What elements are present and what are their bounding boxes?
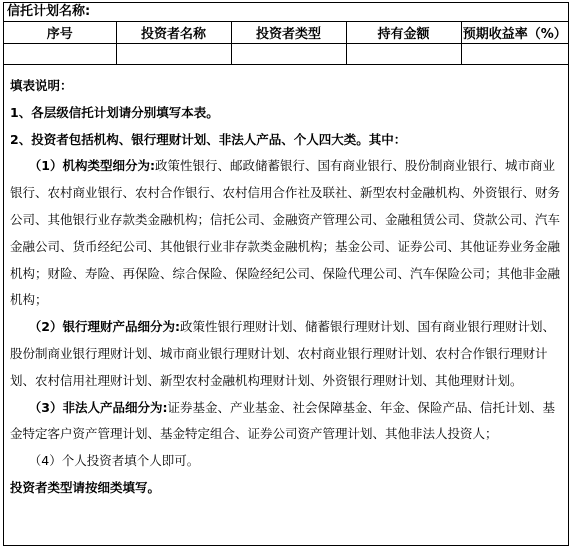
- sub-2-label: （2）银行理财产品细分为:: [28, 319, 180, 335]
- sub-1-label: （1）机构类型细分为:: [28, 158, 155, 174]
- sub-1-text: 政策性银行、邮政储蓄银行、国有商业银行、股份制商业银行、城市商业银行、农村商业银行、农村合作银行、农村信用合作社及联社、新型农村金融机构、外资银行、财务公司、其他银行业存款类金融机构；信托公司、金融资产管理公司、金融租赁公司、贷款公司、汽车金融公司、货币经纪公司、其他银行业非存款类金融机构；基金公司、证券公司、其他证券业务金融机构；财险、寿险、再保险、综合保险、保险经纪公司、保险代理公司、汽车保险公司；其他非金融机构；: [10, 158, 561, 308]
- sub-2-text: 政策性银行理财计划、储蓄银行理财计划、国有商业银行理财计划、股份制商业银行理财计划、城市商业银行理财计划、农村商业银行理财计划、农村合作银行理财计划、农村信用社理财计划、新型农村金融机构理财计划、外资银行理财计划、其他理财计划。: [10, 319, 555, 388]
- instruction-sub-2: [10, 314, 562, 394]
- table-row: [4, 44, 568, 65]
- col-header-investor-name: 投资者名称: [116, 22, 231, 44]
- col-header-investor-type: 投资者类型: [231, 22, 346, 44]
- instruction-item-1: 1、各层级信托计划请分别填写本表。: [10, 104, 219, 120]
- instruction-sub-1: [10, 153, 562, 314]
- table-header-row: [4, 22, 568, 44]
- col-header-expected-yield: 预期收益率（%）: [461, 22, 568, 44]
- instruction-sub-4: （4）个人投资者填个人即可。: [28, 453, 200, 469]
- cell-investor-type[interactable]: [231, 44, 346, 65]
- trust-plan-form: [3, 2, 569, 546]
- col-header-serial: 序号: [4, 22, 116, 44]
- col-header-holding-amount: 持有金额: [346, 22, 461, 44]
- cell-serial[interactable]: [4, 44, 116, 65]
- instructions: [4, 65, 568, 502]
- sub-3-label: （3）非法人产品细分为:: [28, 399, 168, 415]
- investor-table: [4, 22, 568, 65]
- cell-investor-name[interactable]: [116, 44, 231, 65]
- instruction-item-2: 2、投资者包括机构、银行理财计划、非法人产品、个人四大类。其中：: [10, 131, 407, 147]
- instruction-footer: 投资者类型请按细类填写。: [10, 479, 161, 495]
- plan-name-label: 信托计划名称:: [4, 3, 568, 22]
- sub-3-text: 证券基金、产业基金、社会保障基金、年金、保险产品、信托计划、基金特定客户资产管理计划、基金特定组合、证券公司资产管理计划、其他非法人投资人；: [10, 399, 555, 442]
- instruction-sub-3: [10, 395, 562, 449]
- instructions-heading: 填表说明：: [10, 78, 73, 93]
- cell-holding-amount[interactable]: [346, 44, 461, 65]
- cell-expected-yield[interactable]: [461, 44, 568, 65]
